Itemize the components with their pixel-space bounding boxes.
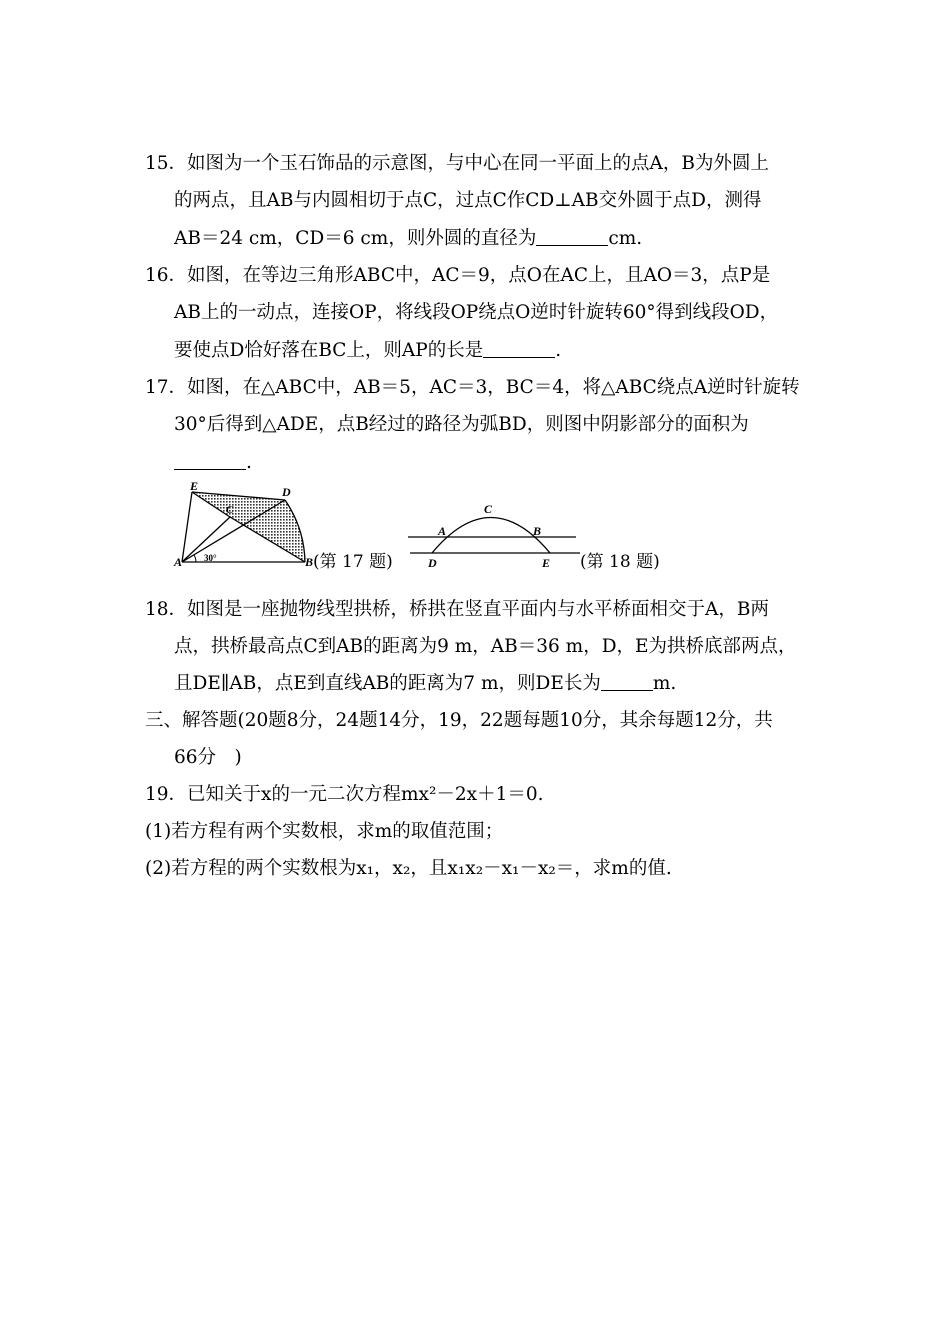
- q16-number: 16．: [145, 265, 188, 286]
- q18-line3: [174, 671, 676, 697]
- q17-line3: [174, 450, 252, 476]
- fig17-line-ae: [182, 492, 192, 562]
- q16-line3: [174, 338, 561, 364]
- q19-part1: (1)若方程有两个实数根，求m的取值范围；: [145, 821, 504, 842]
- fig17-caption: (第 17 题): [313, 552, 393, 572]
- q15-text-1: 如图为一个玉石饰品的示意图，与中心在同一平面上的点A，B为外圆上: [187, 153, 770, 174]
- q18-line2: 点，拱桥最高点C到AB的距离为9 m，AB＝36 m，D，E为拱桥底部两点，: [174, 636, 797, 657]
- q18-answer-blank[interactable]: [601, 672, 653, 691]
- q15-text-3b: cm.: [608, 228, 643, 249]
- q16-line1: [145, 263, 770, 289]
- q18-text-1: 如图是一座抛物线型拱桥，桥拱在竖直平面内与水平桥面相交于A，B两: [187, 599, 770, 620]
- fig17-label-c: C: [226, 504, 234, 516]
- q16-text-3a: 要使点D恰好落在BC上，则AP的长是: [174, 340, 484, 361]
- fig18-caption: (第 18 题): [580, 552, 660, 572]
- q15-line1: [145, 151, 769, 177]
- q15-number: 15．: [145, 153, 188, 174]
- q15-line2: 的两点，且AB与内圆相切于点C，过点C作CD⊥AB交外圆于点D，测得: [174, 190, 762, 211]
- q15-line3: [174, 226, 642, 252]
- q18-number: 18．: [145, 599, 188, 620]
- q17-line1: [145, 375, 800, 401]
- section3-heading-line2: 66分 ): [174, 747, 242, 768]
- section3-heading-line1: 三、解答题(20题8分，24题14分，19，22题每题10分，其余每题12分，共: [145, 710, 773, 731]
- fig17-label-b: B: [305, 555, 314, 569]
- q16-answer-blank[interactable]: [483, 339, 555, 358]
- fig17-label-d: D: [282, 485, 291, 499]
- q18-text-3b: m.: [652, 673, 677, 694]
- q17-line2: 30°后得到△ADE，点B经过的路径为弧BD，则图中阴影部分的面积为: [174, 414, 749, 435]
- q19-part2: (2)若方程的两个实数根为x₁，x₂，且x₁x₂－x₁－x₂＝，求m的值.: [145, 858, 672, 879]
- fig17-angle-label: 30°: [204, 553, 217, 563]
- q19-stem: 19．已知关于x的一元二次方程mx²－2x＋1＝0.: [145, 784, 544, 805]
- q16-line2: AB上的一动点，连接OP，将线段OP绕点O逆时针旋转60°得到线段OD，: [174, 302, 779, 323]
- figure-18: [404, 500, 582, 572]
- q15-answer-blank[interactable]: [536, 227, 608, 246]
- q17-text-3b: .: [246, 452, 252, 473]
- fig18-label-c: C: [484, 502, 493, 516]
- fig18-label-d: D: [428, 556, 437, 570]
- fig18-label-e: E: [542, 556, 551, 570]
- q17-answer-blank[interactable]: [174, 451, 246, 470]
- fig17-label-e: E: [190, 480, 199, 493]
- q18-line1: [145, 597, 769, 623]
- q16-text-3b: .: [555, 340, 562, 361]
- fig17-label-a: A: [174, 555, 183, 569]
- figure-17: [172, 480, 314, 572]
- q15-text-3a: AB＝24 cm，CD＝6 cm，则外圆的直径为: [174, 228, 537, 249]
- q17-number: 17．: [145, 377, 188, 398]
- q16-text-1: 如图，在等边三角形ABC中，AC＝9，点O在AC上，且AO＝3，点P是: [187, 265, 771, 286]
- q18-text-3a: 且DE∥AB，点E到直线AB的距离为7 m，则DE长为: [174, 673, 601, 694]
- q17-text-1: 如图，在△ABC中，AB＝5，AC＝3，BC＝4，将△ABC绕点A逆时针旋转: [187, 377, 800, 398]
- fig18-label-b: B: [533, 524, 542, 538]
- fig18-label-a: A: [438, 524, 447, 538]
